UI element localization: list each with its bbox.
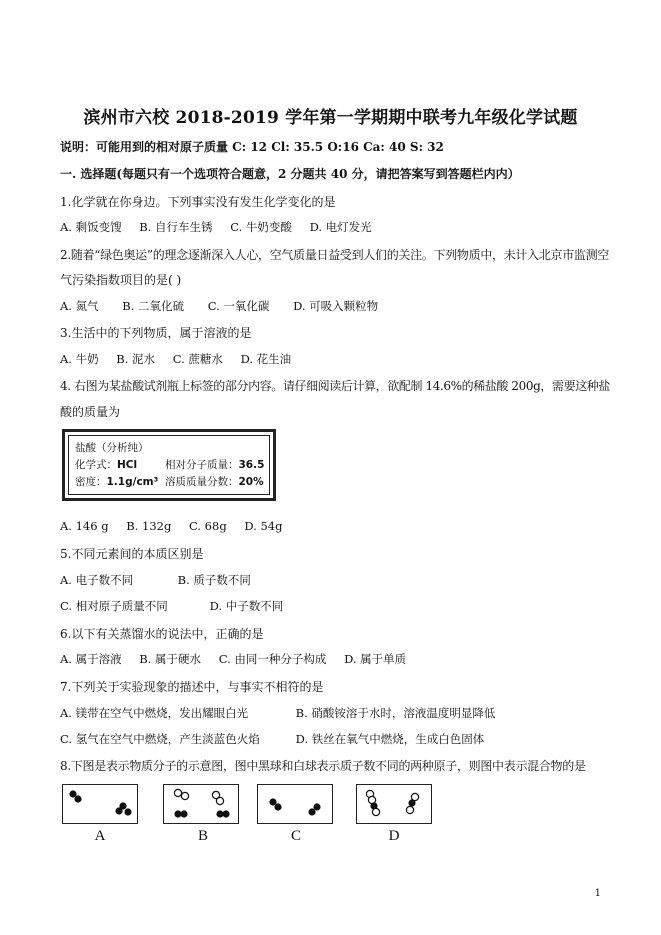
question-7-options-row1 <box>60 705 509 721</box>
label-name: 盐酸（分析纯） <box>75 442 149 454</box>
option-b: B. 132g <box>126 519 172 533</box>
option-b: B. 二氧化硫 <box>122 299 185 313</box>
option-c: C. 氢气在空气中燃烧，产生淡蓝色火焰 <box>60 732 260 746</box>
question-2-options <box>60 298 398 314</box>
question-3-options <box>60 351 305 367</box>
question-3-stem: 3.生活中的下列物质，属于溶液的是 <box>60 326 252 340</box>
option-b: B. 泥水 <box>116 352 156 366</box>
section-heading: 一. 选择题(每题只有一个选项符合题意，2 分题共 40 分，请把答案写到答题栏内内） <box>60 167 520 181</box>
option-b: B. 硝酸铵溶于水时，溶液温度明显降低 <box>295 706 496 720</box>
question-5-options-row1 <box>60 572 265 588</box>
diagram-label-d: D <box>388 828 400 844</box>
molecule-diagram-a <box>62 784 138 824</box>
molecule-diagram-c <box>257 784 333 824</box>
mass-fraction-value: 20% <box>238 476 264 488</box>
question-4-stem-line2: 酸的质量为 <box>60 405 121 419</box>
option-b: B. 质子数不同 <box>177 573 251 587</box>
question-7-stem: 7.下列关于实验现象的描述中，与事实不相符的是 <box>60 680 324 694</box>
question-6-stem: 6.以下有关蒸馏水的说法中，正确的是 <box>60 627 264 641</box>
option-a: A. 电子数不同 <box>60 573 134 587</box>
page-title: 滨州市六校 2018-2019 学年第一学期期中联考九年级化学试题 <box>83 108 578 128</box>
option-c: C. 牛奶变酸 <box>230 220 292 234</box>
option-c: C. 相对原子质量不同 <box>60 599 168 613</box>
page-number: 1 <box>594 888 601 899</box>
option-c: C. 蔗糖水 <box>172 352 223 366</box>
question-8-stem: 8.下图是表示物质分子的示意图，图中黑球和白球表示质子数不同的两种原子，则图中表示混合物的是 <box>60 759 586 773</box>
question-2-stem-line2: 气污染指数项目的是( ) <box>60 273 182 287</box>
option-d: D. 花生油 <box>240 352 292 366</box>
molecule-diagram-d <box>356 784 432 824</box>
formula-value: HCl <box>117 459 138 471</box>
option-b: B. 自行车生锈 <box>139 220 213 234</box>
question-5-stem: 5.不同元素间的本质区别是 <box>60 547 204 561</box>
question-1-stem: 1.化学就在你身边。下列事实没有发生化学变化的是 <box>60 195 336 209</box>
question-5-options-row2 <box>60 598 297 614</box>
option-d: D. 电灯发光 <box>309 220 372 234</box>
question-1-options <box>60 219 386 235</box>
option-a: A. 146 g <box>60 519 109 533</box>
question-6-options <box>60 651 420 667</box>
option-d: D. 铁丝在氧气中燃烧，生成白色固体 <box>295 732 485 746</box>
question-4-options <box>60 519 296 533</box>
diagram-label-a: A <box>94 828 106 844</box>
option-a: A. 牛奶 <box>60 352 99 366</box>
option-c: C. 由同一种分子构成 <box>218 652 327 666</box>
option-b: B. 属于硬水 <box>139 652 202 666</box>
reagent-label <box>62 429 276 501</box>
option-a: A. 剩饭变馊 <box>60 220 122 234</box>
molecular-weight-label: 相对分子质量： <box>165 459 239 471</box>
option-c: C. 68g <box>188 519 227 533</box>
option-d: D. 中子数不同 <box>209 599 284 613</box>
question-4-stem-line1: 4. 右图为某盐酸试剂瓶上标签的部分内容。请仔细阅读后计算，欲配制 14.6%的稀盐酸 200g，需要这种盐 <box>60 379 611 393</box>
density-label: 密度： <box>75 476 107 488</box>
molecular-weight-value: 36.5 <box>238 459 265 471</box>
atomic-mass-note: 说明：可能用到的相对原子质量 C: 12 Cl: 35.5 O:16 Ca: 40 S: 32 <box>60 140 444 154</box>
question-2-stem-line1: 2.随着“绿色奥运”的理念逐渐深入人心，空气质量日益受到人们的关注。下列物质中，未计入北京市监测空 <box>60 248 610 262</box>
option-d: D. 属于单质 <box>344 652 407 666</box>
mass-fraction-label: 溶质质量分数： <box>165 476 239 488</box>
density-value: 1.1g/cm³ <box>106 476 159 488</box>
molecule-diagram-b <box>163 784 239 824</box>
question-7-options-row2 <box>60 731 498 747</box>
diagram-label-b: B <box>197 828 208 844</box>
option-d: D. 可吸入颗粒物 <box>293 299 379 313</box>
option-a: A. 氮气 <box>60 299 99 313</box>
option-d: D. 54g <box>244 519 283 533</box>
option-c: C. 一氧化碳 <box>207 299 270 313</box>
diagram-label-c: C <box>290 828 301 844</box>
option-a: A. 属于溶液 <box>60 652 122 666</box>
formula-label: 化学式： <box>75 459 117 471</box>
option-a: A. 镁带在空气中燃烧，发出耀眼白光 <box>60 706 249 720</box>
